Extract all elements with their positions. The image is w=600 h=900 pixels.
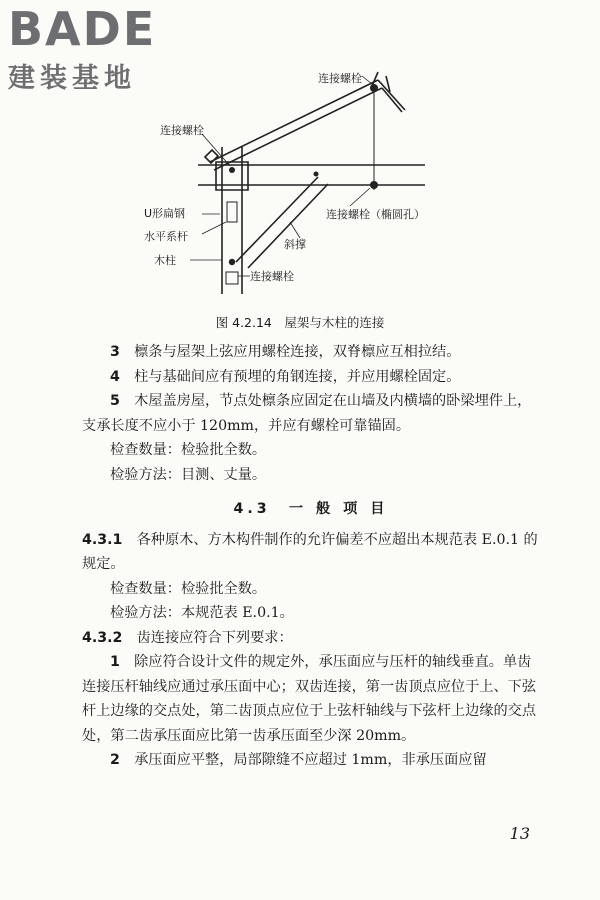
label-bolt-top: 连接螺栓 (318, 72, 362, 85)
truss-column-diagram (144, 62, 450, 297)
truss-column-drawing (150, 62, 450, 297)
clause-4-3-2-item-2: 2 承压面应平整，局部隙缝不应超过 1mm，非承压面应留 (110, 752, 487, 768)
check-quantity-2: 检查数量：检验批全数。 (110, 580, 267, 597)
item-3: 3 檩条与屋架上弦应用螺栓连接，双脊檩应互相拉结。 (110, 344, 461, 360)
brace (236, 177, 328, 268)
figure-caption: 图 4.2.14 屋架与木柱的连接 (215, 315, 385, 330)
clause-4-3-2: 4.3.2 齿连接应符合下列要求： (82, 629, 293, 646)
label-u-steel: U形扁钢 (144, 207, 186, 220)
document-body (82, 340, 540, 773)
clause-4-3-1: 4.3.1 各种原木、方木构件制作的允许偏差不应超出本规范表 E.0.1 的规定。 (82, 531, 538, 572)
check-method-2: 检验方法：本规范表 E.0.1。 (110, 605, 294, 621)
clause-4-3-2-item-1: 1 除应符合设计文件的规定外，承压面应与压杆的轴线垂直。单齿连接压杆轴线应通过承压面中心；双齿连接，第一齿顶点应位于上、下弦杆上边缘的交点处，第二齿顶点应位于上弦杆轴线与下弦杆上边缘的交点处，第二齿承压面应比第一齿承压面至少深 20mm。 (82, 654, 537, 744)
bolt-left (229, 167, 235, 173)
section-title: 4.3 一 般 项 目 (233, 501, 389, 517)
label-bolt-oval: 连接螺栓（椭圆孔） (326, 208, 425, 221)
check-quantity-1: 检查数量：检验批全数。 (110, 442, 267, 458)
label-column: 木柱 (154, 254, 176, 267)
base-stub (226, 272, 238, 284)
label-bolt-left: 连接螺栓 (160, 124, 204, 137)
leader-brace (290, 222, 300, 238)
tie-bar (227, 202, 237, 222)
item-5: 5 木屋盖房屋，节点处檩条应固定在山墙及内横墙的卧梁埋件上，支承长度不应小于 120mm，并应有螺栓可靠锚固。 (82, 393, 532, 434)
label-brace: 斜撑 (284, 238, 306, 251)
leader-bolt-oval (350, 188, 370, 206)
bolt-oval (370, 181, 378, 189)
logo-brand: BADE (8, 2, 157, 56)
label-tie-bar: 水平系杆 (144, 230, 188, 243)
logo (8, 2, 157, 95)
bolt-bottom (229, 259, 235, 265)
page-number: 13 (509, 824, 530, 843)
ridge-post (372, 72, 405, 112)
bolt-mid (314, 172, 319, 177)
rafter (210, 80, 382, 170)
logo-subtitle: 建装基地 (8, 63, 136, 94)
item-4: 4 柱与基础间应有预埋的角钢连接，并应用螺栓固定。 (110, 368, 461, 385)
bolt-top (370, 84, 378, 92)
check-method-1: 检验方法：目测、丈量。 (110, 466, 267, 483)
leader-bolt-top (362, 76, 372, 84)
label-bolt-bottom: 连接螺栓 (250, 270, 294, 283)
